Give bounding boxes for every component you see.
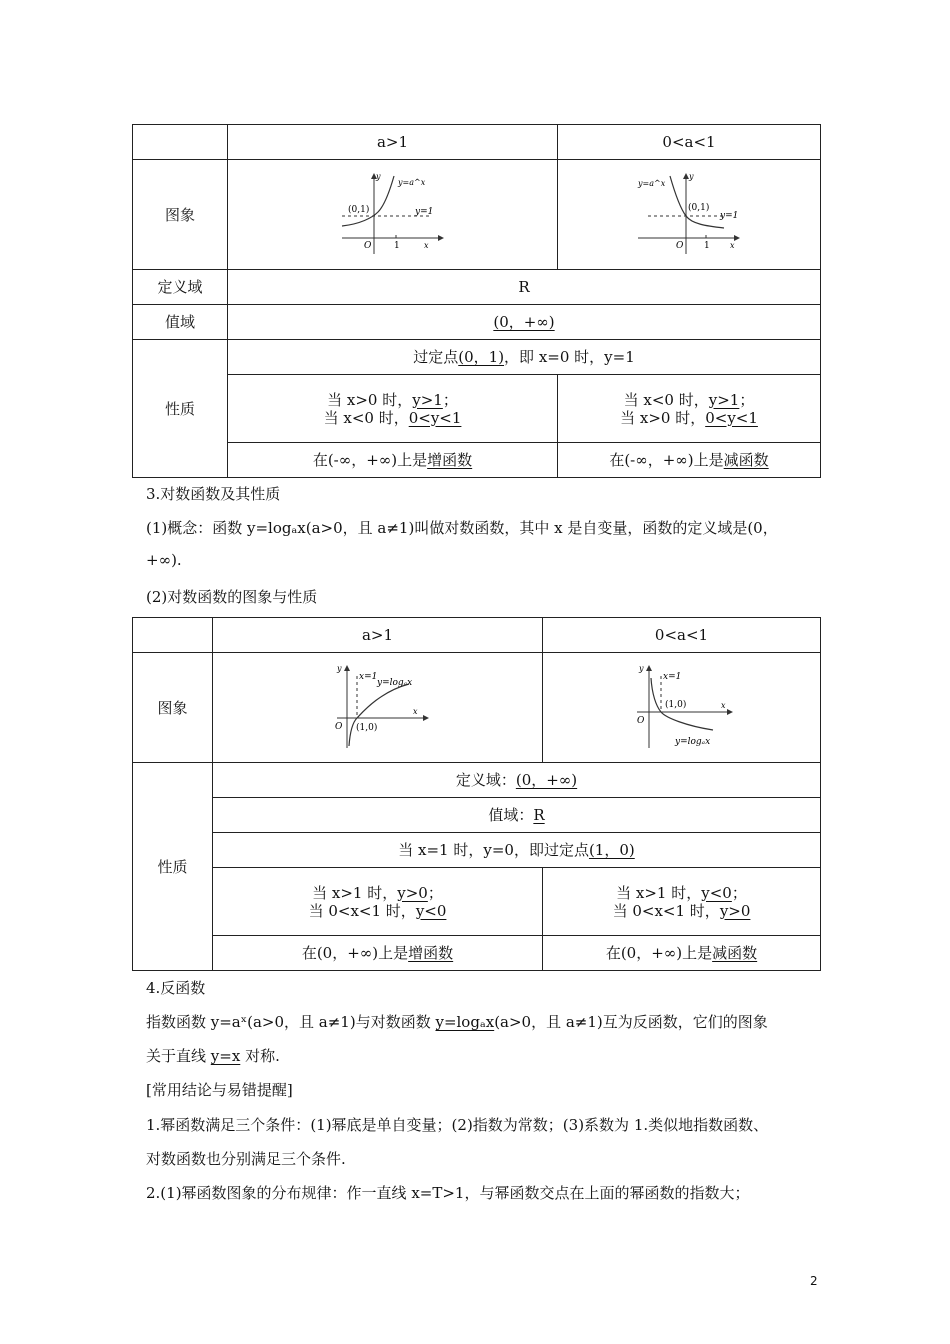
- log-domain-cell: 定义域：(0，+∞): [213, 763, 821, 798]
- row-label-graph: 图象: [133, 653, 213, 763]
- tick-label: 1: [393, 240, 400, 251]
- row-label-graph: 图象: [133, 160, 228, 270]
- exp-lt1-line1: 当 x<0 时，y>1；: [623, 390, 755, 409]
- answer-blank: (0，+∞): [515, 771, 578, 789]
- section3-concept-line2: +∞).: [146, 551, 182, 569]
- answer-blank: y>1: [412, 390, 443, 409]
- vline-label: x=1: [662, 671, 681, 682]
- origin-label: O: [676, 240, 684, 251]
- page-number: 2: [810, 1274, 818, 1288]
- point-label: (0,1): [347, 204, 369, 215]
- log-gt1-line2: 当 0<x<1 时，y<0: [308, 901, 447, 920]
- y-axis-label: y: [336, 663, 342, 673]
- x-axis-arrow: [438, 235, 444, 241]
- fixed-point-prefix: 过定点: [413, 348, 459, 366]
- exp-curve: [670, 176, 724, 228]
- exponential-properties-table: [132, 124, 821, 478]
- tick-label: 1: [704, 240, 710, 251]
- section4-heading: 4.反函数: [146, 979, 206, 997]
- answer-blank: 减函数: [723, 451, 769, 469]
- origin-label: O: [334, 721, 342, 732]
- graph-exp-increasing: [228, 160, 558, 270]
- answer-blank: y=x: [210, 1047, 241, 1065]
- log-range-cell: 值域：R: [213, 798, 821, 833]
- section3-concept-line1: (1)概念：函数 y=logₐx(a>0，且 a≠1)叫做对数函数，其中 x 是自变量，函数的定义域是(0，: [146, 519, 778, 537]
- point-label: (1,0): [664, 699, 686, 710]
- answer-blank: 减函数: [712, 944, 758, 962]
- x-axis-label: x: [412, 706, 418, 716]
- log-lt1-line2: 当 0<x<1 时，y>0: [612, 901, 751, 920]
- y-axis-arrow: [646, 665, 652, 671]
- origin-label: O: [636, 715, 644, 726]
- exp-gt1-value-cell: [228, 375, 558, 443]
- domain-value: R: [228, 270, 821, 305]
- row-label-range: 值域: [133, 305, 228, 340]
- row-label-domain: 定义域: [133, 270, 228, 305]
- exp-curve: [342, 176, 394, 226]
- log-lt1-value-cell: [543, 868, 821, 936]
- header-a-lt-1: 0<a<1: [558, 125, 821, 160]
- x-axis-label: x: [730, 240, 735, 250]
- exp-gt1-line1: 当 x>0 时，y>1；: [327, 390, 458, 409]
- range-cell: [228, 305, 821, 340]
- exp-lt1-monotonic-cell: 在(-∞，+∞)上是减函数: [558, 443, 821, 478]
- section4-line1: 指数函数 y=aˣ(a>0，且 a≠1)与对数函数 y=logₐx(a>0，且 a≠1)互为反函数，它们的图象: [146, 1013, 768, 1031]
- log-fixed-point-cell: 当 x=1 时，y=0，即过定点(1，0): [213, 833, 821, 868]
- row-label-properties: 性质: [133, 340, 228, 478]
- table-corner-cell: [133, 618, 213, 653]
- log-lt1-monotonic-cell: 在(0，+∞)上是减函数: [543, 936, 821, 971]
- section4-line2: 关于直线 y=x 对称.: [146, 1047, 280, 1065]
- answer-blank: y>1: [708, 390, 740, 409]
- line-label: y=1: [720, 210, 739, 221]
- line-label: y=1: [414, 206, 433, 217]
- x-axis-label: x: [423, 240, 429, 250]
- table-corner-cell: [133, 125, 228, 160]
- tips-item1-line2: 对数函数也分别满足三个条件.: [146, 1150, 346, 1168]
- exp-gt1-monotonic-cell: 在(-∞，+∞)上是增函数: [228, 443, 558, 478]
- section3-heading: 3.对数函数及其性质: [146, 485, 281, 503]
- answer-blank: y>0: [719, 901, 751, 920]
- tips-item2-line1: 2.(1)幂函数图象的分布规律：作一直线 x=T>1，与幂函数交点在上面的幂函数的指数大；: [146, 1184, 750, 1202]
- graph-log-increasing: [213, 653, 543, 763]
- point-label: (0,1): [688, 202, 710, 213]
- exp-gt1-line2: 当 x<0 时，0<y<1: [323, 408, 462, 427]
- header-a-lt-1: 0<a<1: [543, 618, 821, 653]
- log-gt1-value-cell: [213, 868, 543, 936]
- graph-exp-decreasing: [558, 160, 821, 270]
- x-axis-arrow: [734, 235, 740, 241]
- answer-blank: y<0: [701, 883, 732, 902]
- exp-increasing-graph: [338, 170, 448, 256]
- curve-label: y=a^x: [397, 177, 425, 187]
- x-axis-label: x: [720, 700, 726, 710]
- y-axis-label: y: [638, 663, 644, 673]
- answer-blank: 0<y<1: [408, 408, 462, 427]
- tips-item1-line1: 1.幂函数满足三个条件：(1)幂底是单自变量；(2)指数为常数；(3)系数为 1.类似地指数函数、: [146, 1116, 769, 1134]
- origin-label: O: [363, 240, 371, 251]
- fixed-point-suffix: ，即 x=0 时，y=1: [504, 348, 635, 366]
- exp-lt1-value-cell: [558, 375, 821, 443]
- log-gt1-line1: 当 x>1 时，y>0；: [312, 883, 443, 902]
- curve-label: y=logₐx: [674, 736, 710, 747]
- log-decreasing-graph: [627, 662, 737, 750]
- log-increasing-graph: [323, 662, 433, 750]
- curve-label: y=logₐx: [376, 677, 412, 688]
- exp-decreasing-graph: [634, 170, 744, 256]
- header-a-gt-1: a>1: [213, 618, 543, 653]
- answer-blank: 0<y<1: [705, 408, 758, 427]
- answer-blank: 增函数: [427, 451, 473, 469]
- fixed-point-cell: [228, 340, 821, 375]
- curve-label: y=a^x: [638, 178, 666, 188]
- y-axis-label: y: [375, 171, 381, 181]
- range-value: (0，+∞): [493, 313, 555, 331]
- header-a-gt-1: a>1: [228, 125, 558, 160]
- log-gt1-monotonic-cell: 在(0，+∞)上是增函数: [213, 936, 543, 971]
- fixed-point-value: (0，1): [458, 348, 505, 366]
- x-axis-arrow: [727, 709, 733, 715]
- answer-blank: 增函数: [408, 944, 454, 962]
- row-label-properties: 性质: [133, 763, 213, 971]
- log-lt1-line1: 当 x>1 时，y<0；: [616, 883, 747, 902]
- y-axis-arrow: [344, 665, 350, 671]
- section3-subheading: (2)对数函数的图象与性质: [146, 588, 318, 606]
- graph-log-decreasing: [543, 653, 821, 763]
- answer-blank: y>0: [397, 883, 428, 902]
- x-axis-arrow: [423, 715, 429, 721]
- y-axis-label: y: [689, 171, 694, 181]
- exp-lt1-line2: 当 x>0 时，0<y<1: [620, 408, 758, 427]
- vline-label: x=1: [358, 671, 377, 682]
- answer-blank: R: [533, 806, 545, 824]
- log-curve: [349, 684, 409, 746]
- answer-blank: y<0: [415, 901, 447, 920]
- answer-blank: y=logₐx: [435, 1013, 495, 1031]
- tips-heading: [常用结论与易错提醒]: [146, 1081, 293, 1099]
- logarithm-properties-table: [132, 617, 821, 971]
- point-label: (1,0): [355, 722, 377, 733]
- answer-blank: (1，0): [588, 841, 635, 859]
